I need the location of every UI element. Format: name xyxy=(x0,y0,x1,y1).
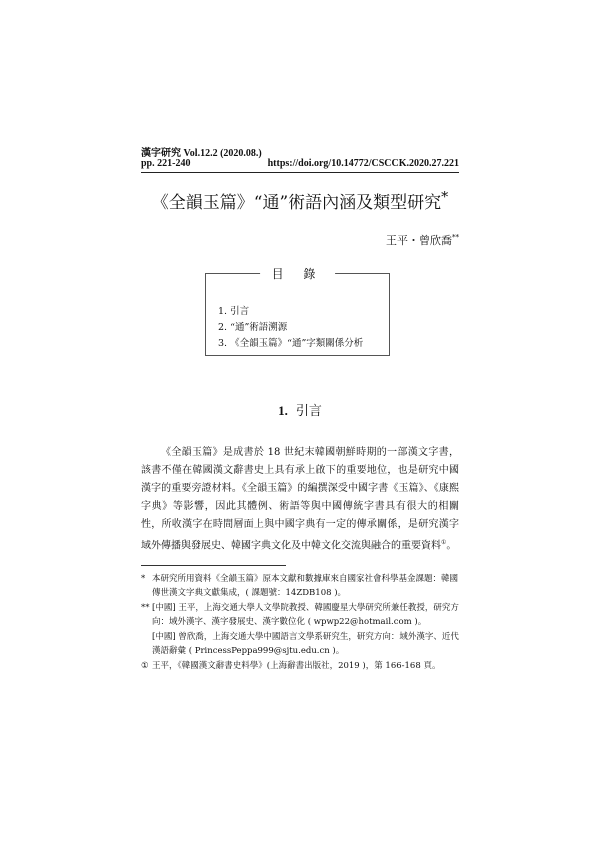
page-range: pp. 221-240 xyxy=(141,158,191,169)
title-footnote-mark[interactable]: * xyxy=(441,189,449,206)
doi-link[interactable]: https://doi.org/10.14772/CSCCK.2020.27.221 xyxy=(267,158,459,169)
body-text xyxy=(141,444,459,555)
footnote-mark: * xyxy=(141,574,146,584)
toc-list xyxy=(218,304,363,352)
authors xyxy=(386,232,459,248)
paper-title xyxy=(141,188,459,213)
section-number: 1. xyxy=(278,403,288,418)
section-heading xyxy=(141,400,459,419)
footnote-text: [中國] 王平，上海交通大學人文學院教授、韓國慶星大學研究所兼任教授，研究方向：域外漢字、漢字發展史、漢字數位化 ( wpwp22@hotmail.com )。 xyxy=(152,603,459,627)
paragraph xyxy=(141,444,459,555)
footnote-reference xyxy=(141,659,461,673)
footnote-mark: ** xyxy=(141,603,150,613)
footnote-rule xyxy=(141,565,286,566)
paragraph-end: 。 xyxy=(446,540,457,552)
section-title: 引言 xyxy=(295,404,322,419)
toc-item-term-origin[interactable]: 2. “通”術語溯源 xyxy=(218,322,288,333)
header-rule xyxy=(141,172,459,173)
footnote-author-1 xyxy=(141,601,461,629)
footnote-funding xyxy=(141,572,461,600)
footnote-text: [中國] 曾欣喬，上海交通大學中國語言文學系研究生，研究方向：域外漢字、近代漢語辭彙 ( PrincessPeppa999@sjtu.edu.cn )。 xyxy=(152,632,459,656)
table-of-contents xyxy=(205,267,390,356)
toc-title: 目 錄 xyxy=(260,265,336,282)
paper-title-text: 《全韻玉篇》“通”術語內涵及類型研究 xyxy=(151,193,442,213)
footnote-text: 王平，《韓國漢文辭書史料學》(上海辭書出版社，2019 )，第 166-168 頁。 xyxy=(152,661,441,671)
author-names: 王平・曾欣喬 xyxy=(386,234,452,247)
journal-info: 漢字研究 Vol.12.2 (2020.08.) xyxy=(141,148,262,159)
toc-item-introduction[interactable]: 1. 引言 xyxy=(218,306,250,317)
footnotes xyxy=(141,572,461,674)
footnote-author-2 xyxy=(141,630,461,658)
footnote-mark: ① xyxy=(141,661,149,671)
paragraph-text: 《全韻玉篇》是成書於 18 世紀末韓國朝鮮時期的一部漢文字書，該書不僅在韓國漢文辭書史上具有承上啟下的重要地位，也是研究中國漢字的重要旁證材料。《全韻玉篇》的編撰深受中國字書《玉篇》、《康熙字典》等影響，因此其體例、術語等與中國傳統字書具有很大的相關性，所收漢字在時間層面上與中國字典有一定的傳承關係，是研究漢字域外傳播與發展史、韓國字典文化及中韓文化交流與融合的重要資料 xyxy=(141,447,459,552)
toc-item-analysis[interactable]: 3. 《全韻玉篇》“通”字類關係分析 xyxy=(218,338,364,349)
footnote-text: 本研究所用資料《全韻玉篇》原本文獻和數據庫來自國家社會科學基金課題：韓國傳世漢文字典文獻集成，( 課題號：14ZDB108 )。 xyxy=(152,574,459,598)
author-footnote-mark[interactable]: ** xyxy=(452,233,459,242)
footnote-ref[interactable]: ① xyxy=(441,539,447,546)
